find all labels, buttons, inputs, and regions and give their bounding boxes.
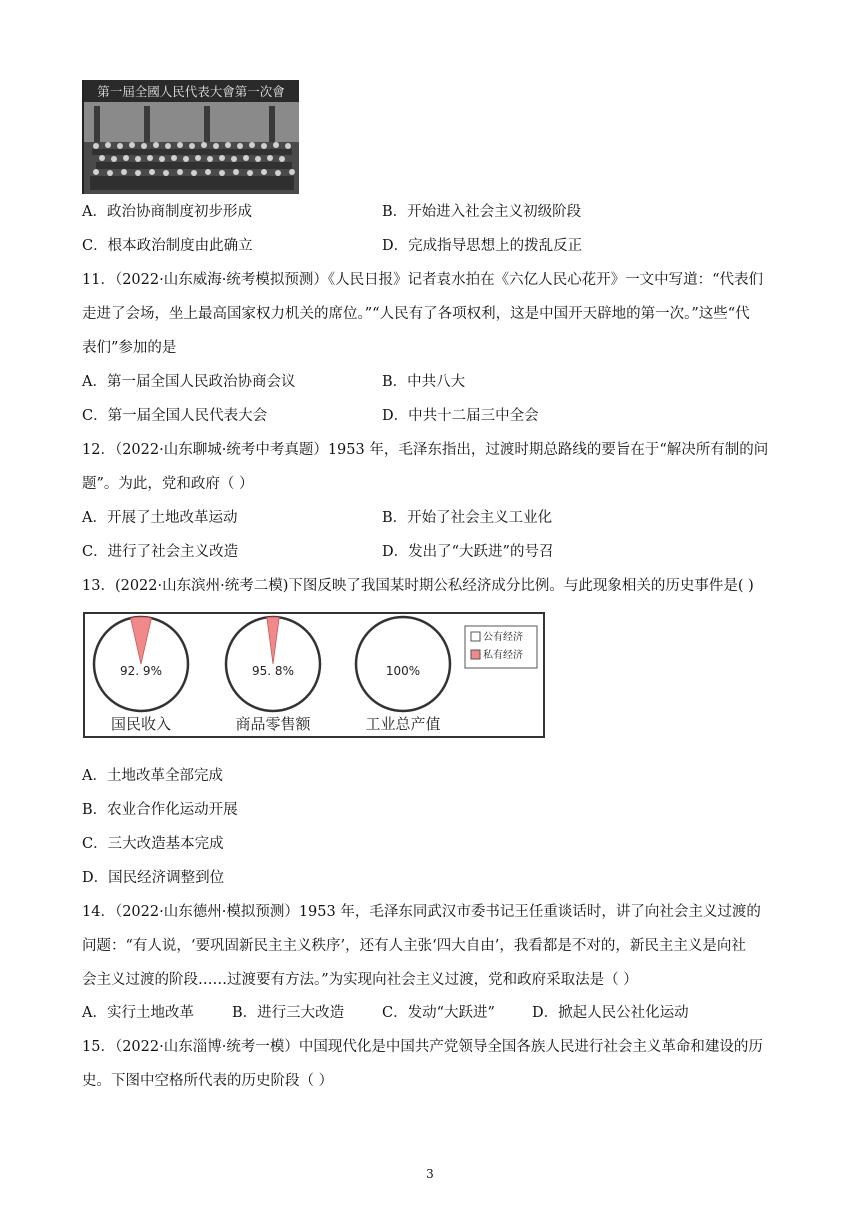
- q14-stem-line1: 14．（2022·山东德州·模拟预测）1953 年，毛泽东同武汉市委书记王任重谈话时，讲了向社会主义过渡的: [82, 904, 761, 920]
- legend-swatch-public: [471, 632, 480, 641]
- economy-pie-figure: [83, 612, 545, 738]
- q15-stem-line2: 史。下图中空格所代表的历史阶段（ ）: [82, 1073, 334, 1089]
- q11-option-c: C．第一届全国人民代表大会: [82, 408, 268, 424]
- q13-option-d: D．国民经济调整到位: [82, 870, 225, 886]
- q10-option-c: C．根本政治制度由此确立: [82, 238, 253, 254]
- pie-category-label-0: 国民收入: [110, 715, 172, 733]
- q13-option-c: C．三大改造基本完成: [82, 836, 224, 852]
- q10-option-b: B．开始进入社会主义初级阶段: [382, 204, 582, 220]
- photo-banner-text: 第一屆全國人民代表大會第一次會: [97, 84, 285, 99]
- q12-option-d: D．发出了“大跃进”的号召: [382, 544, 554, 560]
- q12-stem-line1: 12．（2022·山东聊城·统考中考真题）1953 年，毛泽东指出，过渡时期总路线的要旨在于“解决所有制的问: [82, 442, 769, 458]
- q14-stem-line3: 会主义过渡的阶段……过渡要有方法。”为实现向社会主义过渡，党和政府采取法是（ ）: [82, 972, 638, 988]
- pie-category-label-2: 工业总产值: [365, 715, 441, 733]
- q10-option-d: D．完成指导思想上的拨乱反正: [382, 238, 583, 254]
- q11-option-b: B．中共八大: [382, 374, 466, 390]
- q11-option-a: A．第一届全国人民政治协商会议: [82, 374, 296, 390]
- legend-label-public: 公有经济: [483, 632, 523, 643]
- q14-option-b: B．进行三大改造: [232, 1005, 345, 1021]
- legend-label-private: 私有经济: [483, 650, 523, 661]
- q12-option-a: A．开展了土地改革运动: [82, 510, 238, 526]
- q11-option-d: D．中共十二届三中全会: [382, 408, 539, 424]
- pie-value-label-0: 92. 9%: [120, 664, 162, 678]
- npc-photo-image: [84, 80, 299, 194]
- q13-stem-line1: 13．(2022·山东滨州·统考二模)下图反映了我国某时期公私经济成分比例。与此现象相关的历史事件是( ): [82, 578, 754, 594]
- q10-option-a: A．政治协商制度初步形成: [82, 204, 252, 220]
- q14-stem-line2: 问题：“有人说，‘要巩固新民主主义秩序’，还有人主张‘四大自由’，我看都是不对的，新民主主义是向社: [82, 938, 746, 954]
- page-number: 3: [426, 1167, 434, 1181]
- q13-option-b: B．农业合作化运动开展: [82, 802, 238, 818]
- pie-value-label-1: 95. 8%: [252, 664, 294, 678]
- chart-legend: [465, 626, 537, 668]
- economy-pie-chart: [83, 612, 545, 738]
- q14-option-a: A．实行土地改革: [82, 1005, 194, 1021]
- q14-option-d: D．掀起人民公社化运动: [532, 1005, 689, 1021]
- npc-photo: [82, 80, 299, 194]
- q12-option-c: C．进行了社会主义改造: [82, 544, 239, 560]
- q11-stem-line3: 表们”参加的是: [82, 340, 177, 356]
- q12-option-b: B．开始了社会主义工业化: [382, 510, 553, 526]
- legend-swatch-private: [471, 650, 480, 659]
- q11-stem-line2: 走进了会场，坐上最高国家权力机关的席位。”“人民有了各项权利，这是中国开天辟地的第一次。”这些“代: [82, 306, 750, 322]
- q12-stem-line2: 题”。为此，党和政府（ ）: [82, 476, 254, 492]
- q15-stem-line1: 15．（2022·山东淄博·统考一模）中国现代化是中国共产党领导全国各族人民进行社会主义革命和建设的历: [82, 1039, 763, 1055]
- pie-value-label-2: 100%: [385, 664, 421, 678]
- pie-category-label-1: 商品零售额: [235, 715, 311, 733]
- q13-option-a: A．土地改革全部完成: [82, 768, 223, 784]
- q14-option-c: C．发动“大跃进”: [382, 1005, 495, 1021]
- q11-stem-line1: 11．（2022·山东威海·统考模拟预测）《人民日报》记者袁水拍在《六亿人民心花开》一文中写道：“代表们: [82, 272, 763, 288]
